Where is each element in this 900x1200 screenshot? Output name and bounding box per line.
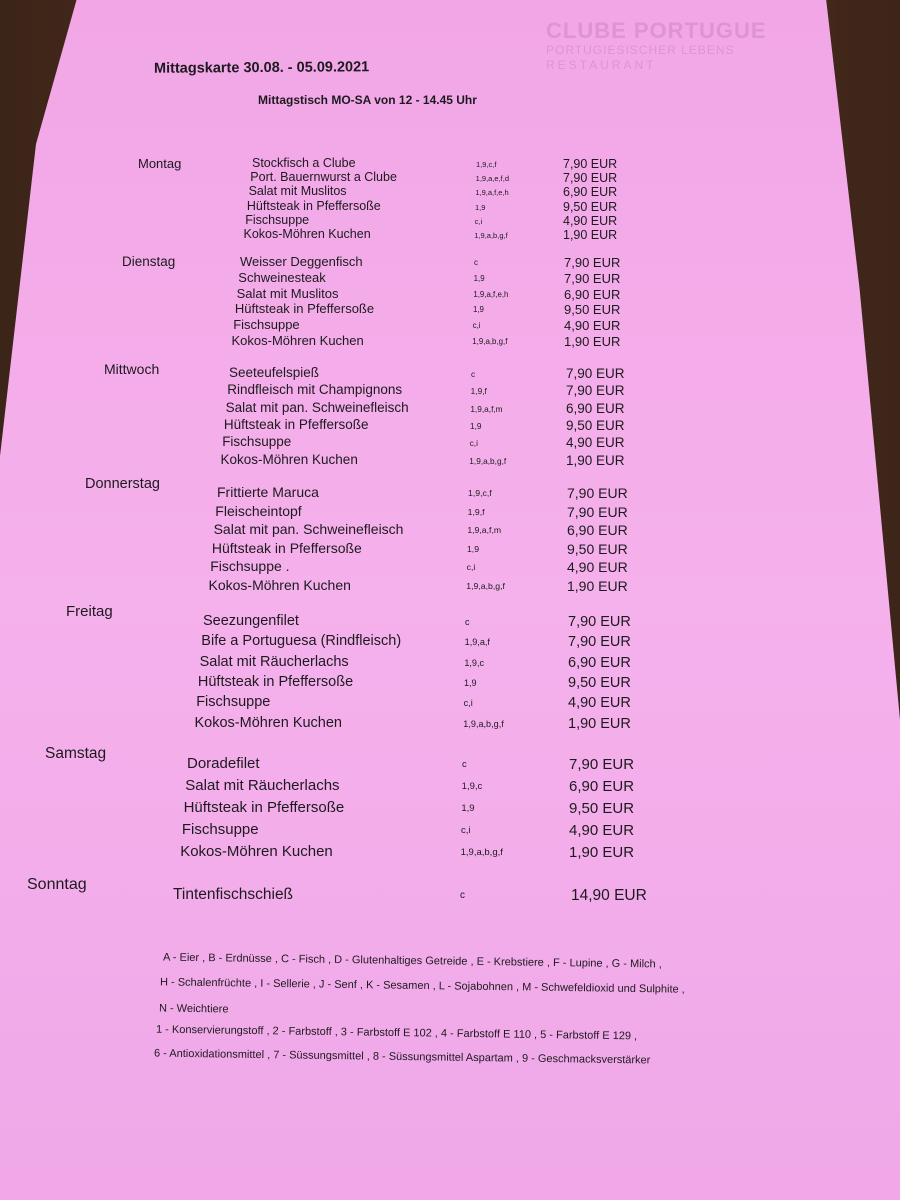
dish-price: 7,90 EUR xyxy=(567,503,628,520)
dish-price: 6,90 EUR xyxy=(563,185,618,200)
allergen-codes: c xyxy=(460,890,465,901)
allergen-codes: c xyxy=(465,617,470,627)
dish-name: Schweinesteak xyxy=(238,269,326,285)
dish-price: 1,90 EUR xyxy=(563,228,618,242)
menu-title: Mittagskarte 30.08. - 05.09.2021 xyxy=(153,59,370,77)
dish-price: 6,90 EUR xyxy=(569,778,635,795)
dish-price: 1,90 EUR xyxy=(568,715,631,732)
dish-price: 6,90 EUR xyxy=(564,286,621,302)
legend-line: A - Eier , B - Erdnüsse , C - Fisch , D - Glutenhaltiges Getreide , E - Krebstiere , F - Lupine , G - Milch , xyxy=(162,951,662,971)
brand-name: CLUBE PORTUGUE xyxy=(546,18,767,43)
brand-tagline: PORTUGIESISCHER LEBENS xyxy=(546,43,735,57)
dish-price: 9,50 EUR xyxy=(564,302,621,318)
dish-price: 1,90 EUR xyxy=(567,578,628,594)
dish-price: 4,90 EUR xyxy=(568,695,631,712)
dish-name: Stockfisch a Clube xyxy=(252,156,356,170)
dish-name: Hüftsteak in Pfeffersoße xyxy=(211,539,362,556)
allergen-codes: 1,9,a,b,g,f xyxy=(474,231,508,240)
day-label: Freitag xyxy=(66,603,113,620)
dish-name: Fischsuppe xyxy=(233,317,300,333)
dish-price: 4,90 EUR xyxy=(569,822,635,839)
day-label: Dienstag xyxy=(122,254,176,269)
dish-name: Fleischeintopf xyxy=(215,502,302,519)
allergen-codes: c,i xyxy=(466,562,476,573)
allergen-codes: c xyxy=(471,369,476,379)
menu-subtitle: Mittagstisch MO-SA von 12 - 14.45 Uhr xyxy=(258,93,477,107)
allergen-codes: 1,9 xyxy=(466,543,480,554)
dish-price: 9,50 EUR xyxy=(567,540,628,557)
allergen-codes: 1,9 xyxy=(469,420,482,431)
dish-name: Seeteufelspieß xyxy=(229,365,320,380)
legend-line: 6 - Antioxidationsmittel , 7 - Süssungsmittel , 8 - Süssungsmittel Aspartam , 9 - Geschmacksverstärker xyxy=(153,1047,651,1067)
day-label: Sonntag xyxy=(27,876,87,893)
dish-name: Rindfleisch mit Champignons xyxy=(227,382,403,398)
dish-name: Weisser Deggenfisch xyxy=(240,254,363,269)
allergen-codes: c,i xyxy=(472,321,481,331)
dish-price: 9,50 EUR xyxy=(566,417,625,433)
dish-price: 4,90 EUR xyxy=(566,435,625,451)
dish-name: Salat mit pan. Schweinefleisch xyxy=(213,521,404,538)
day-label: Donnerstag xyxy=(85,476,160,492)
dish-price: 9,50 EUR xyxy=(563,199,618,214)
allergen-codes: 1,9,a,f,e,h xyxy=(475,188,509,198)
allergen-codes: 1,9,a,b,g,f xyxy=(469,455,507,466)
allergen-codes: 1,9,c xyxy=(464,657,485,668)
allergen-codes: 1,9 xyxy=(463,677,477,688)
dish-price: 7,90 EUR xyxy=(563,157,618,171)
dish-name: Fischsuppe xyxy=(245,212,310,227)
dish-name: Salat mit Muslitos xyxy=(236,285,339,301)
dish-price: 6,90 EUR xyxy=(566,400,625,416)
dish-name: Tintenfischschieß xyxy=(173,886,294,903)
allergen-codes: 1,9,c xyxy=(461,781,483,792)
dish-name: Kokos-Möhren Kuchen xyxy=(194,714,342,731)
day-label: Samstag xyxy=(45,745,107,762)
dish-price: 1,90 EUR xyxy=(566,452,625,468)
dish-price: 6,90 EUR xyxy=(568,654,631,671)
dish-name: Hüftsteak in Pfeffersoße xyxy=(223,416,369,432)
dish-name: Port. Bauernwurst a Clube xyxy=(250,170,397,185)
allergen-codes: 1,9,a,f,m xyxy=(467,525,502,536)
brand-sub: RESTAURANT xyxy=(546,58,657,72)
dish-name: Fischsuppe xyxy=(196,694,271,711)
dish-price: 7,90 EUR xyxy=(563,171,618,186)
dish-price: 9,50 EUR xyxy=(568,674,631,691)
allergen-codes: 1,9,f xyxy=(470,386,487,397)
dish-name: Kokos-Möhren Kuchen xyxy=(243,227,371,241)
dish-name: Hüftsteak in Pfeffersoße xyxy=(246,198,381,213)
allergen-codes: 1,9,a,b,g,f xyxy=(472,337,508,346)
dish-price: 4,90 EUR xyxy=(563,213,618,228)
allergen-codes: c,i xyxy=(474,216,483,226)
dish-name: Hüftsteak in Pfeffersoße xyxy=(197,673,354,690)
dish-price: 9,50 EUR xyxy=(569,800,635,817)
allergen-codes: 1,9,a,f xyxy=(464,637,490,648)
dish-price: 1,90 EUR xyxy=(564,334,621,349)
dish-price: 7,90 EUR xyxy=(568,634,631,651)
dish-name: Salat mit Räucherlachs xyxy=(185,777,340,794)
dish-price: 7,90 EUR xyxy=(569,756,635,773)
day-label: Montag xyxy=(138,156,182,171)
dish-name: Frittierte Maruca xyxy=(217,484,319,500)
dish-name: Doradefilet xyxy=(187,755,260,772)
dish-name: Fischsuppe xyxy=(181,821,259,838)
allergen-codes: 1,9,c,f xyxy=(476,160,497,169)
dish-name: Salat mit Muslitos xyxy=(248,184,347,199)
dish-name: Hüftsteak in Pfeffersoße xyxy=(234,301,375,317)
dish-price: 14,90 EUR xyxy=(571,887,647,904)
allergen-codes: c,i xyxy=(463,698,473,709)
allergen-codes: 1,9 xyxy=(474,202,486,212)
dish-name: Hüftsteak in Pfeffersoße xyxy=(183,799,345,816)
legend-line: 1 - Konservierungstoff , 2 - Farbstoff , 3 - Farbstoff E 102 , 4 - Farbstoff E 110 , 5 - Farbstoff E 129 , xyxy=(155,1023,638,1043)
dish-name: Fischsuppe . xyxy=(210,558,290,575)
dish-price: 7,90 EUR xyxy=(567,485,628,501)
allergen-codes: 1,9,f xyxy=(467,506,485,517)
dish-name: Kokos-Möhren Kuchen xyxy=(231,333,364,348)
allergen-codes: 1,9 xyxy=(473,273,485,283)
allergen-codes: c xyxy=(462,759,467,770)
dish-name: Bife a Portuguesa (Rindfleisch) xyxy=(201,633,402,650)
dish-price: 7,90 EUR xyxy=(564,255,621,270)
legend-line: N - Weichtiere xyxy=(158,1002,229,1016)
legend-line: H - Schalenfrüchte , I - Sellerie , J - Senf , K - Sesamen , L - Sojabohnen , M - Schwefeldioxid und Sulphite , xyxy=(159,976,685,996)
allergen-codes: c,i xyxy=(469,438,478,449)
allergen-codes: 1,9,a,e,f,d xyxy=(475,174,510,184)
allergen-codes: 1,9,a,b,g,f xyxy=(466,581,505,591)
dish-name: Salat mit pan. Schweinefleisch xyxy=(225,399,409,415)
allergen-codes: 1,9,a,b,g,f xyxy=(463,718,504,729)
dish-name: Seezungenfilet xyxy=(203,613,299,629)
dish-name: Fischsuppe xyxy=(222,434,292,450)
allergen-codes: c xyxy=(474,258,478,267)
dish-price: 7,90 EUR xyxy=(566,366,625,381)
dish-price: 4,90 EUR xyxy=(564,318,621,334)
restaurant-logo xyxy=(546,18,796,72)
dish-price: 7,90 EUR xyxy=(564,270,621,286)
dish-price: 1,90 EUR xyxy=(569,844,635,861)
day-label: Mittwoch xyxy=(104,361,160,377)
allergen-codes: 1,9,a,f,e,h xyxy=(473,289,509,299)
dish-price: 7,90 EUR xyxy=(568,614,631,630)
dish-name: Kokos-Möhren Kuchen xyxy=(180,843,333,860)
dish-price: 6,90 EUR xyxy=(567,522,628,539)
dish-name: Kokos-Möhren Kuchen xyxy=(220,451,358,467)
dish-name: Salat mit Räucherlachs xyxy=(199,653,349,670)
allergen-codes: 1,9 xyxy=(472,305,484,315)
allergen-codes: 1,9,a,b,g,f xyxy=(460,847,503,858)
allergen-codes: 1,9 xyxy=(461,803,475,814)
allergen-codes: 1,9,a,f,m xyxy=(470,403,503,414)
allergen-codes: c,i xyxy=(460,825,471,836)
dish-price: 4,90 EUR xyxy=(567,559,628,576)
dish-price: 7,90 EUR xyxy=(566,383,625,399)
dish-name: Kokos-Möhren Kuchen xyxy=(208,577,351,593)
allergen-codes: 1,9,c,f xyxy=(468,488,492,498)
